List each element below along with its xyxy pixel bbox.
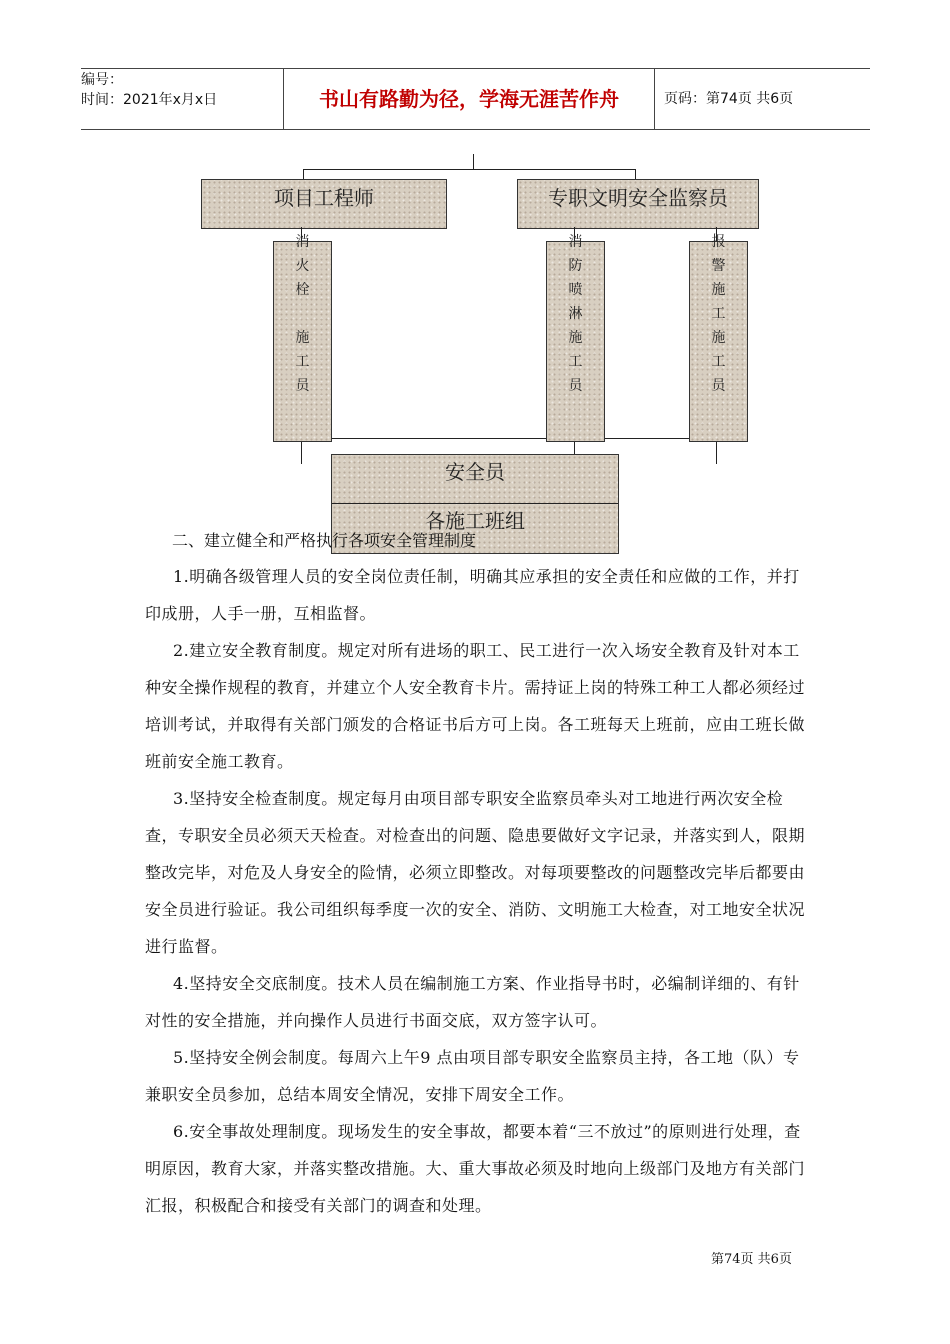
paragraph-3: 3.坚持安全检查制度。规定每月由项目部专职安全监察员牵头对工地进行两次安全检查，专职安全员必须天天检查。对检查出的问题、隐患要做好文字记录，并落实到人，限期整改完毕，对危及人身安全的险情，必须立即整改。对每项要整改的问题整改完毕后都要由安全员进行验证。我公司组织每季度一次的安全、消防、文明施工大检查，对工地安全状况进行监督。 [145,789,806,956]
label-sprinkler-worker: 消 防 喷 淋 施 工 员 [568,234,583,394]
paragraph-2: 2.建立安全教育制度。规定对所有进场的职工、民工进行一次入场安全教育及针对本工种安全操作规程的教育，并建立个人安全教育卡片。需持证上岗的特殊工种工人都必须经过培训考试，并取得有关部门颁发的合格证书后方可上岗。各工班每天上班前，应由工班长做班前安全施工教育。 [145,641,806,771]
label-alarm-worker: 报 警 施 工 施 工 员 [711,234,726,394]
label-project-engineer: 项目工程师 [274,186,374,210]
label-safety-supervisor: 专职文明安全监察员 [548,186,728,210]
page-header [81,68,870,130]
box-alarm-worker [689,234,748,442]
number-label: 编号： [81,72,123,88]
box-safety-supervisor [517,179,759,229]
box-hydrant-worker [273,234,332,442]
box-sprinkler-worker [546,234,605,442]
page-footer: 第74页 共6页 [711,1252,792,1267]
connector-top-horizontal [303,169,636,170]
box-project-engineer [201,179,447,229]
section-title: 二、建立健全和严格执行各项安全管理制度 [172,531,477,550]
paragraph-6: 6.安全事故处理制度。现场发生的安全事故，都要本着“三不放过”的原则进行处理，查明原因，教育大家，并落实整改措施。大、重大事故必须及时地向上级部门及地方有关部门汇报，积极配合和接受有关部门的调查和处理。 [145,1122,806,1215]
paragraph-1: 1.明确各级管理人员的安全岗位责任制，明确其应承担的安全责任和应做的工作，并打印成册，人手一册，互相监督。 [145,567,800,623]
header-page-info: 页码：第74页 共6页 [664,91,794,107]
connector-top-stub [473,154,474,170]
paragraph-4: 4.坚持安全交底制度。技术人员在编制施工方案、作业指导书时，必编制详细的、有针对性的安全措施，并向操作人员进行书面交底，双方签字认可。 [145,974,800,1030]
connector-bottom-horizontal [301,438,717,439]
header-motto: 书山有路勤为径，学海无涯苦作舟 [283,69,655,129]
label-hydrant-worker: 消 火 栓 施 工 员 [295,234,310,394]
label-work-teams: 各施工班组 [425,509,525,533]
label-safety-officer: 安全员 [445,460,505,484]
time-label: 时间：2021年x月x日 [81,92,218,108]
paragraph-5: 5.坚持安全例会制度。每周六上午9 点由项目部专职安全监察员主持，各工地（队）专兼职安全员参加，总结本周安全情况，安排下周安全工作。 [145,1048,800,1104]
safety-officer-divider [332,503,618,504]
header-meta [81,69,282,130]
